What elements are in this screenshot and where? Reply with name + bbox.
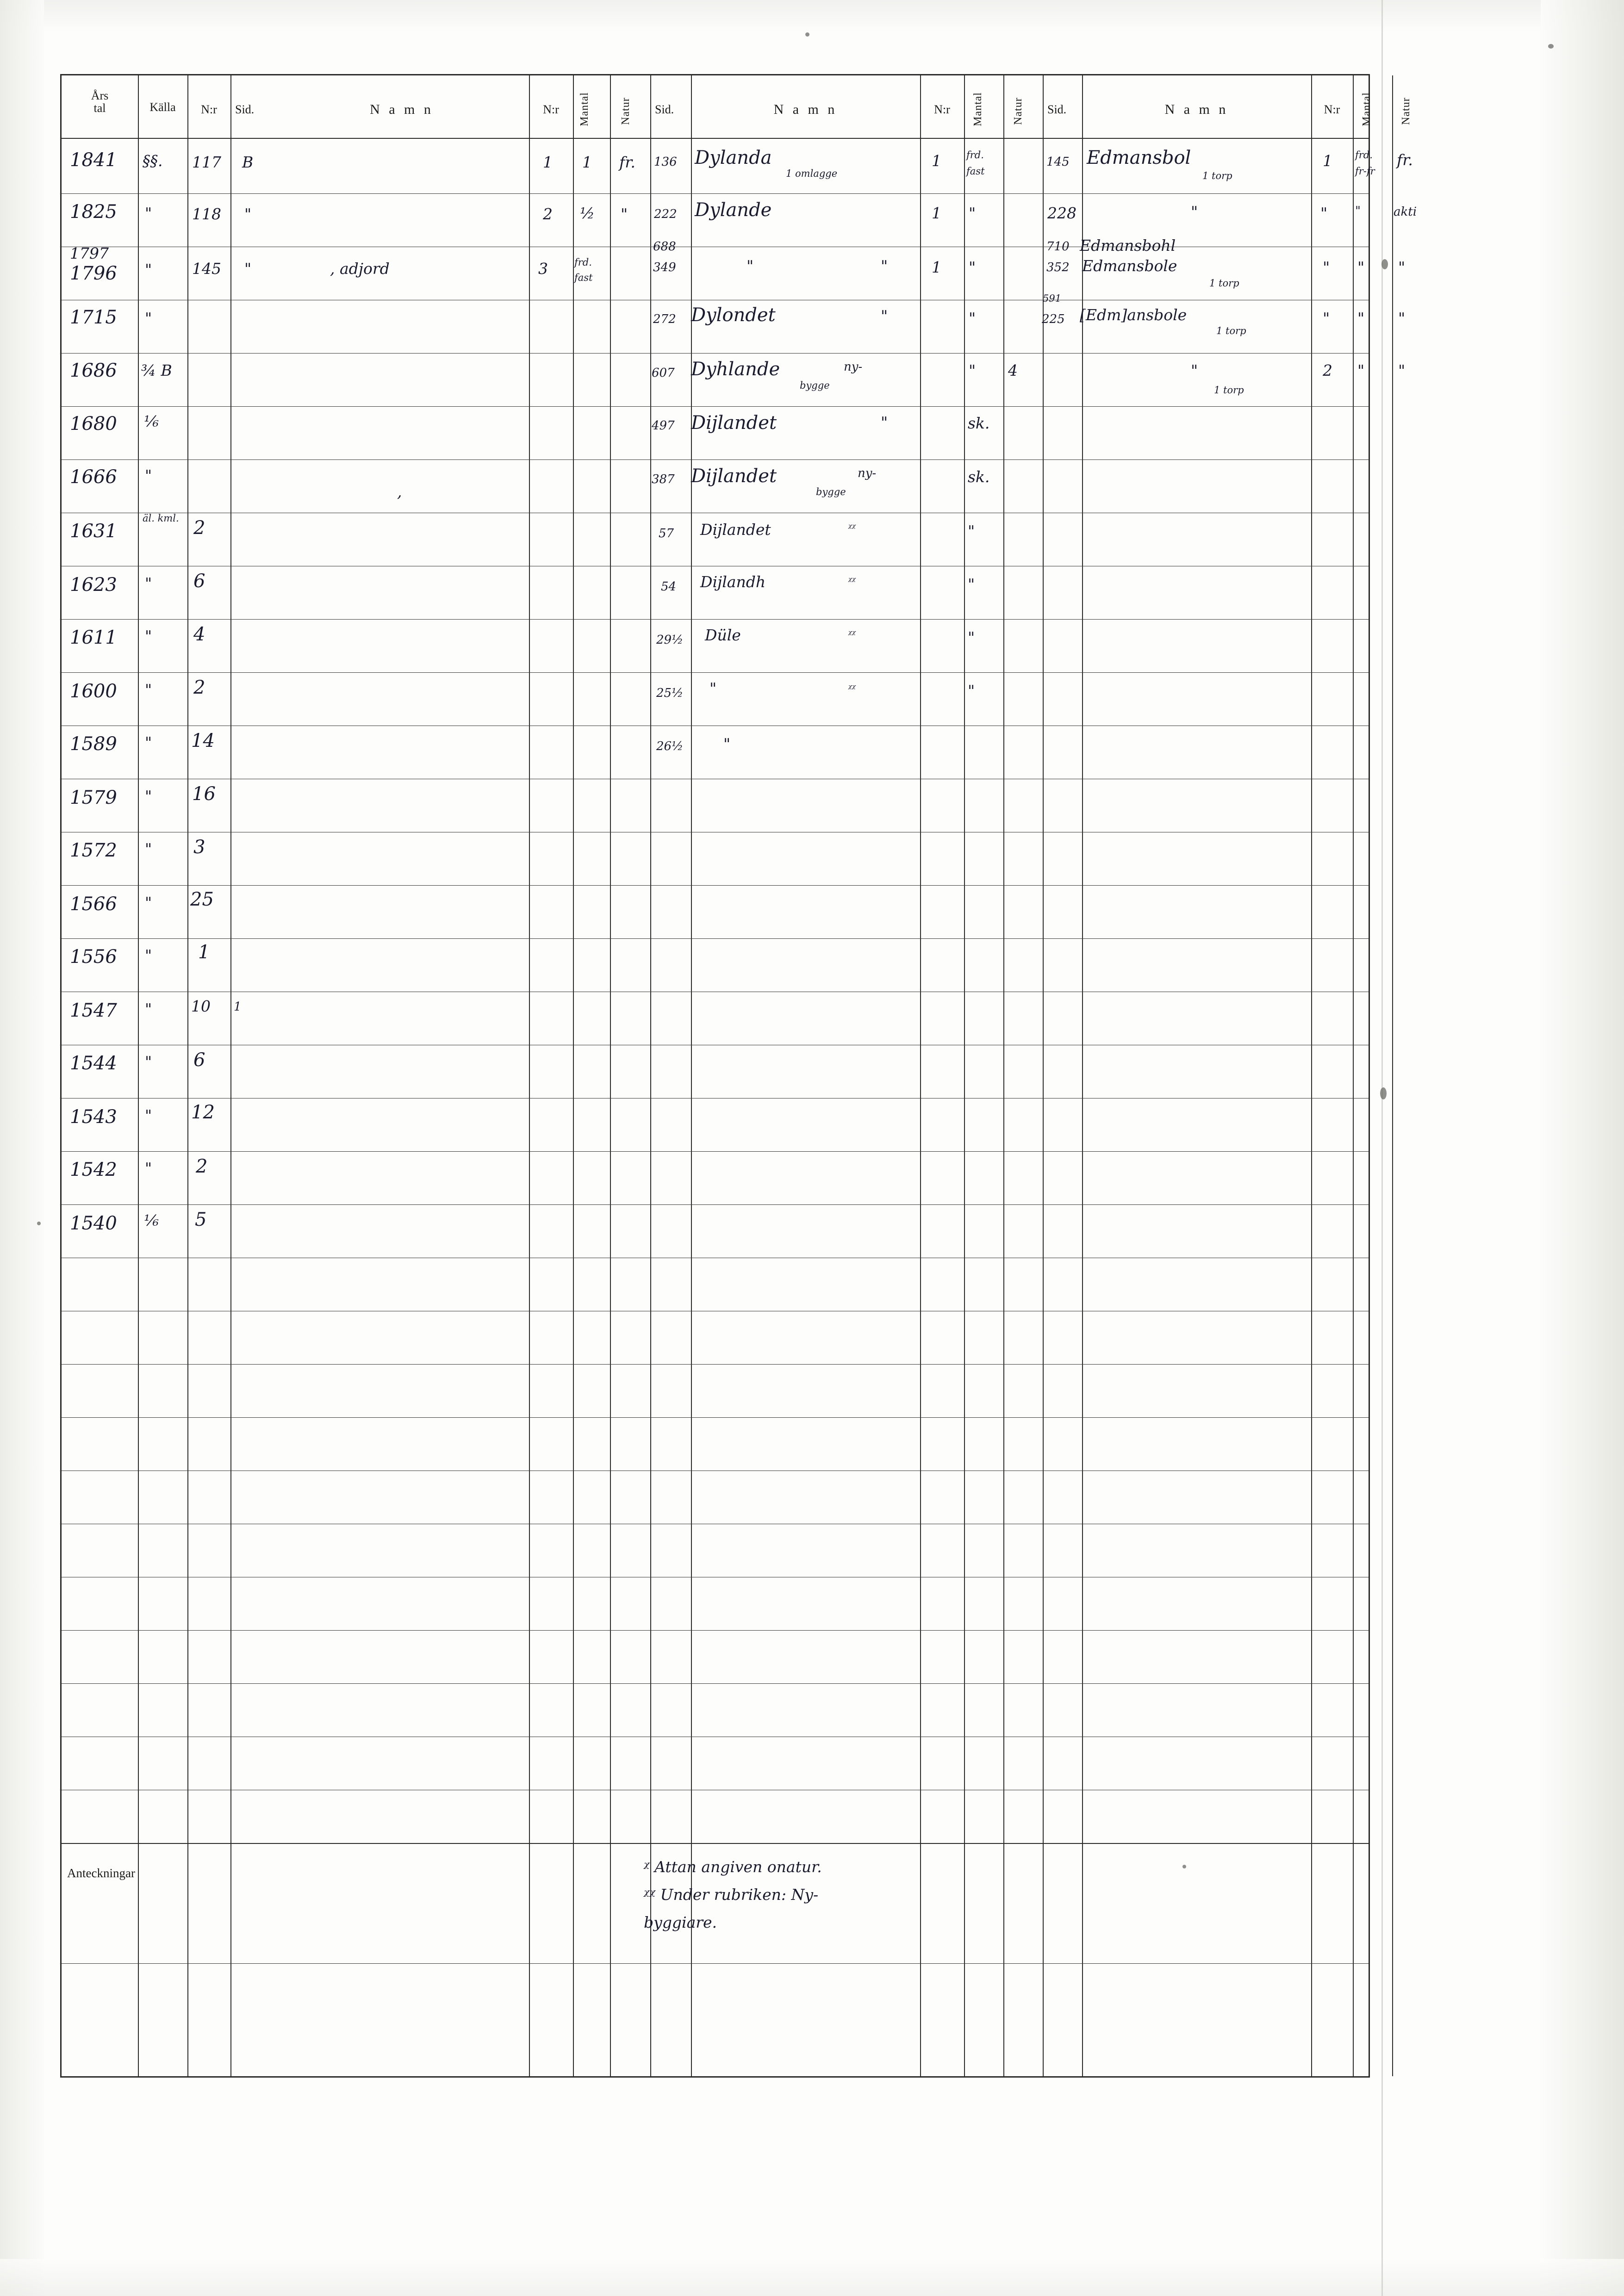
cell-mantal: "	[1355, 204, 1361, 218]
cell-mantal-sub: fast	[574, 272, 593, 283]
header-divider	[62, 138, 1369, 139]
cell-name-upper: Edmansbohl	[1080, 236, 1176, 254]
cell-sid: 272	[653, 312, 676, 326]
cell-year: 1796	[70, 263, 117, 284]
column-divider	[920, 75, 921, 2076]
cell-mantal-sub: fast	[966, 166, 985, 177]
notes-divider	[62, 1843, 1369, 1844]
cell-name: "	[1191, 361, 1198, 379]
cell-name: Dijlandet	[691, 412, 777, 434]
row-divider	[62, 1683, 1369, 1684]
row-divider	[62, 672, 1369, 673]
cell-year: 1542	[70, 1159, 117, 1180]
cell-nr: 16	[192, 783, 216, 805]
cell-nr: "	[1323, 258, 1330, 276]
scan-edge-bottom	[0, 2259, 1624, 2296]
column-divider	[573, 75, 574, 2076]
cell-nr: "	[1320, 204, 1328, 222]
row-divider	[62, 1630, 1369, 1631]
row-divider	[62, 459, 1369, 460]
row-divider	[62, 885, 1369, 886]
cell-name: Dijlandet	[700, 521, 771, 539]
cell-sid-upper: 688	[653, 240, 676, 254]
cell-source: "	[145, 204, 152, 222]
cell-sid: 349	[653, 261, 676, 274]
cell-year: 1543	[70, 1106, 117, 1128]
cell-year: 1825	[70, 201, 117, 223]
header-group2-name: N a m n	[773, 102, 838, 117]
cell-natur: fr.	[1397, 151, 1413, 169]
cell-name-mark: ᵡᵡ	[848, 628, 856, 639]
header-group2-nr: N:r	[934, 103, 950, 116]
cell-year: 1556	[70, 946, 117, 968]
cell-mantal: "	[1357, 361, 1365, 379]
page-crease	[1381, 0, 1383, 2296]
cell-nr: 1	[932, 204, 941, 222]
cell-nr: 6	[193, 571, 205, 592]
cell-name: Düle	[705, 626, 741, 644]
cell-sid: 26½	[656, 739, 684, 753]
cell-mantal: "	[969, 361, 976, 379]
cell-sid: 222	[654, 207, 677, 221]
cell-source: "	[145, 309, 152, 327]
cell-source: "	[145, 1000, 152, 1018]
row-divider	[62, 406, 1369, 407]
cell-mantal: "	[969, 258, 976, 276]
cell-nr: 3	[193, 837, 205, 858]
cell-sid: 1	[234, 1000, 242, 1014]
cell-mantal: frd.	[966, 149, 984, 161]
column-divider	[650, 75, 651, 2076]
cell-name: Dylondet	[691, 304, 776, 326]
cell-name: "	[1191, 203, 1198, 221]
cell-source: "	[145, 733, 152, 751]
header-group3-natur: Natur	[1400, 97, 1412, 125]
cell-name: Edmansbol	[1087, 147, 1191, 168]
footnote-line-1: ᵡ Attan angiven onatur.	[644, 1858, 822, 1876]
cell-year: 1572	[70, 840, 117, 861]
cell-source: "	[145, 1106, 152, 1124]
column-divider	[138, 75, 139, 2076]
column-divider	[1311, 75, 1312, 2076]
cell-year: 1841	[70, 149, 117, 171]
stray-mark: ,	[397, 483, 402, 501]
header-group3-nr: N:r	[1324, 103, 1340, 116]
row-divider	[62, 938, 1369, 939]
cell-year: 1680	[70, 413, 117, 434]
cell-year: 1686	[70, 360, 117, 381]
cell-name-sub: 1 torp	[1214, 385, 1244, 396]
cell-nr: 6	[193, 1049, 205, 1071]
cell-year: 1600	[70, 681, 117, 702]
cell-sid-upper: 591	[1043, 293, 1062, 304]
row-divider	[62, 1151, 1369, 1152]
cell-nr: 117	[192, 153, 221, 171]
scan-edge-top	[0, 0, 1624, 32]
cell-name-sub: 1 omlagge	[786, 168, 838, 179]
cell-name: Dyhlande	[691, 359, 780, 380]
cell-name-note: ny-	[844, 360, 863, 374]
cell-name: Edmansbole	[1082, 257, 1177, 275]
column-divider	[187, 75, 188, 2076]
scan-speck	[37, 1222, 41, 1225]
cell-name-mark: ᵡᵡ	[848, 683, 856, 694]
cell-mantal: "	[969, 204, 976, 222]
cell-source: "	[145, 261, 152, 279]
cell-source: §§.	[143, 152, 163, 170]
cell-name-sub: bygge	[816, 486, 846, 497]
cell-nr: 1	[932, 258, 941, 276]
cell-mantal: "	[968, 682, 975, 700]
cell-sid: B	[242, 153, 254, 171]
scan-edge-right	[1541, 0, 1624, 2296]
cell-sid: 54	[661, 580, 677, 594]
header-group1-mantal: Mantal	[579, 92, 591, 126]
scan-speck	[1380, 1087, 1387, 1099]
cell-name: "	[709, 679, 717, 697]
row-divider	[62, 619, 1369, 620]
cell-name-sub: 1 torp	[1209, 278, 1239, 289]
cell-sid: 607	[652, 366, 675, 380]
cell-name-mark: ᵡᵡ	[848, 522, 856, 533]
cell-sid: 25½	[656, 686, 684, 700]
cell-natur: "	[621, 205, 628, 223]
cell-sid: "	[244, 260, 252, 278]
cell-source: "	[145, 840, 152, 858]
cell-natur: akti	[1394, 205, 1417, 219]
ledger-table	[60, 74, 1417, 2078]
cell-natur: 4	[1008, 361, 1018, 379]
header-group1-natur: Natur	[620, 97, 632, 125]
cell-mantal: sk.	[968, 468, 990, 486]
cell-year: 1579	[70, 787, 117, 808]
cell-nr: "	[1323, 309, 1330, 327]
column-divider	[610, 75, 611, 2076]
cell-mantal: "	[1357, 258, 1365, 276]
column-divider	[1353, 75, 1354, 2076]
cell-year: 1547	[70, 1000, 117, 1021]
cell-name-ditto: "	[881, 257, 888, 275]
cell-sid: 29½	[656, 633, 684, 647]
column-divider	[230, 75, 231, 2076]
cell-source: "	[145, 681, 152, 699]
cell-sid: 57	[659, 527, 674, 540]
cell-name-mark: ᵡᵡ	[848, 575, 856, 586]
cell-name: Dijlandet	[691, 465, 777, 487]
cell-year: 1623	[70, 574, 117, 596]
cell-source: ⅙	[144, 412, 159, 430]
cell-nr: 14	[191, 730, 215, 751]
cell-name: , adjord	[330, 260, 390, 278]
cell-nr: 2	[1323, 361, 1332, 379]
cell-year: 1666	[70, 466, 117, 488]
header-group1-name: N a m n	[370, 102, 434, 117]
cell-mantal: "	[1357, 309, 1365, 327]
cell-year: 1566	[70, 894, 117, 915]
cell-sid: 352	[1046, 261, 1070, 274]
cell-year: 1544	[70, 1053, 117, 1074]
column-divider	[1003, 75, 1004, 2076]
row-divider	[62, 353, 1369, 354]
cell-nr: 12	[191, 1102, 215, 1123]
scan-speck	[805, 32, 809, 37]
cell-name-sub: bygge	[800, 380, 830, 391]
footnote-line-2: ᵡᵡ Under rubriken: Ny-	[644, 1886, 819, 1904]
row-divider	[62, 193, 1369, 194]
cell-source: ⅙	[144, 1211, 159, 1229]
cell-mantal: "	[968, 575, 975, 593]
cell-name: "	[723, 735, 731, 753]
cell-source: "	[145, 1159, 152, 1177]
cell-nr: 1	[932, 152, 941, 170]
cell-nr: 145	[192, 260, 221, 278]
cell-mantal: "	[968, 522, 975, 540]
cell-nr: 2	[193, 677, 205, 698]
cell-name-ditto: "	[881, 307, 888, 325]
column-divider	[964, 75, 965, 2076]
cell-source: "	[145, 627, 152, 645]
cell-natur: "	[1398, 361, 1406, 379]
header-year: Års tal	[91, 89, 109, 115]
cell-nr: 25	[190, 889, 214, 910]
cell-name: Dylanda	[695, 147, 772, 168]
column-divider	[1082, 75, 1083, 2076]
cell-year: 1715	[70, 307, 117, 328]
cell-nr: 1	[198, 942, 210, 963]
header-group2-natur: Natur	[1012, 97, 1024, 125]
column-divider	[1043, 75, 1044, 2076]
cell-nr2: 2	[543, 205, 553, 223]
cell-natur: fr.	[619, 153, 635, 171]
cell-source: ¾ B	[141, 361, 172, 379]
header-group1-nr2: N:r	[543, 103, 559, 116]
cell-mantal: frd.	[1355, 149, 1373, 161]
cell-nr: 5	[195, 1209, 207, 1230]
header-group1-nr: N:r	[201, 103, 217, 116]
cell-source: "	[145, 466, 152, 484]
cell-sid: "	[244, 205, 252, 223]
cell-name: "	[747, 257, 754, 275]
header-group2-mantal: Mantal	[972, 92, 984, 126]
cell-natur: "	[1398, 309, 1406, 327]
cell-source: äl. kml.	[143, 513, 179, 524]
cell-year: 1540	[70, 1213, 117, 1234]
cell-year: 1589	[70, 733, 117, 755]
cell-sid: 228	[1047, 204, 1076, 222]
cell-mantal: sk.	[968, 414, 990, 432]
cell-nr: 118	[192, 205, 221, 223]
cell-source: "	[145, 787, 152, 805]
cell-name: [Edm]ansbole	[1080, 306, 1187, 324]
cell-name-sub: 1 torp	[1202, 170, 1232, 181]
cell-nr: 2	[193, 517, 205, 539]
cell-source: "	[145, 894, 152, 912]
cell-year: 1611	[70, 627, 117, 648]
header-source: Källa	[149, 100, 176, 114]
row-divider	[62, 1417, 1369, 1418]
footnote-line-3: byggiare.	[644, 1913, 717, 1931]
cell-natur: "	[1398, 258, 1406, 276]
cell-source: "	[145, 946, 152, 964]
cell-name: Dijlandh	[700, 573, 766, 591]
cell-nr: 2	[196, 1156, 208, 1177]
cell-mantal: "	[969, 309, 976, 327]
cell-sid: 136	[654, 155, 677, 169]
cell-sid: 387	[652, 472, 675, 486]
cell-source: "	[145, 1053, 152, 1071]
notes-label: Anteckningar	[67, 1866, 135, 1880]
cell-nr: 4	[193, 624, 205, 645]
cell-sid: 225	[1042, 312, 1065, 326]
cell-year-upper: 1797	[70, 244, 109, 262]
cell-sid: 497	[652, 419, 675, 433]
cell-mantal-sub: fr-fr	[1355, 166, 1375, 177]
cell-mantal: "	[968, 628, 975, 646]
row-divider	[62, 1204, 1369, 1205]
cell-nr2: 1	[543, 153, 553, 171]
header-group3-sid: Sid.	[1047, 103, 1067, 116]
cell-nr: 1	[1323, 152, 1332, 170]
cell-mantal: 1	[582, 153, 592, 171]
scan-speck	[1548, 44, 1554, 49]
row-divider	[62, 1963, 1369, 1964]
header-group3-name: N a m n	[1164, 102, 1229, 117]
scan-speck	[1381, 259, 1388, 269]
cell-name-note: ny-	[858, 466, 877, 480]
column-divider	[1392, 75, 1393, 2076]
cell-mantal: ½	[580, 204, 595, 222]
cell-nr2: 3	[538, 260, 548, 278]
cell-name-ditto: "	[881, 413, 888, 431]
cell-sid-upper: 710	[1046, 240, 1070, 254]
column-divider	[529, 75, 530, 2076]
header-group1-sid: Sid.	[235, 103, 255, 116]
cell-nr: 10	[191, 997, 211, 1015]
header-group2-sid: Sid.	[655, 103, 674, 116]
header-group3-mantal: Mantal	[1361, 92, 1373, 126]
cell-name-sub: 1 torp	[1216, 325, 1246, 336]
cell-name: Dylande	[695, 199, 772, 221]
cell-year: 1631	[70, 521, 117, 542]
cell-mantal: frd.	[574, 257, 592, 268]
scan-edge-left	[0, 0, 44, 2296]
row-divider	[62, 1364, 1369, 1365]
cell-source: "	[145, 574, 152, 592]
cell-sid: 145	[1046, 155, 1070, 169]
